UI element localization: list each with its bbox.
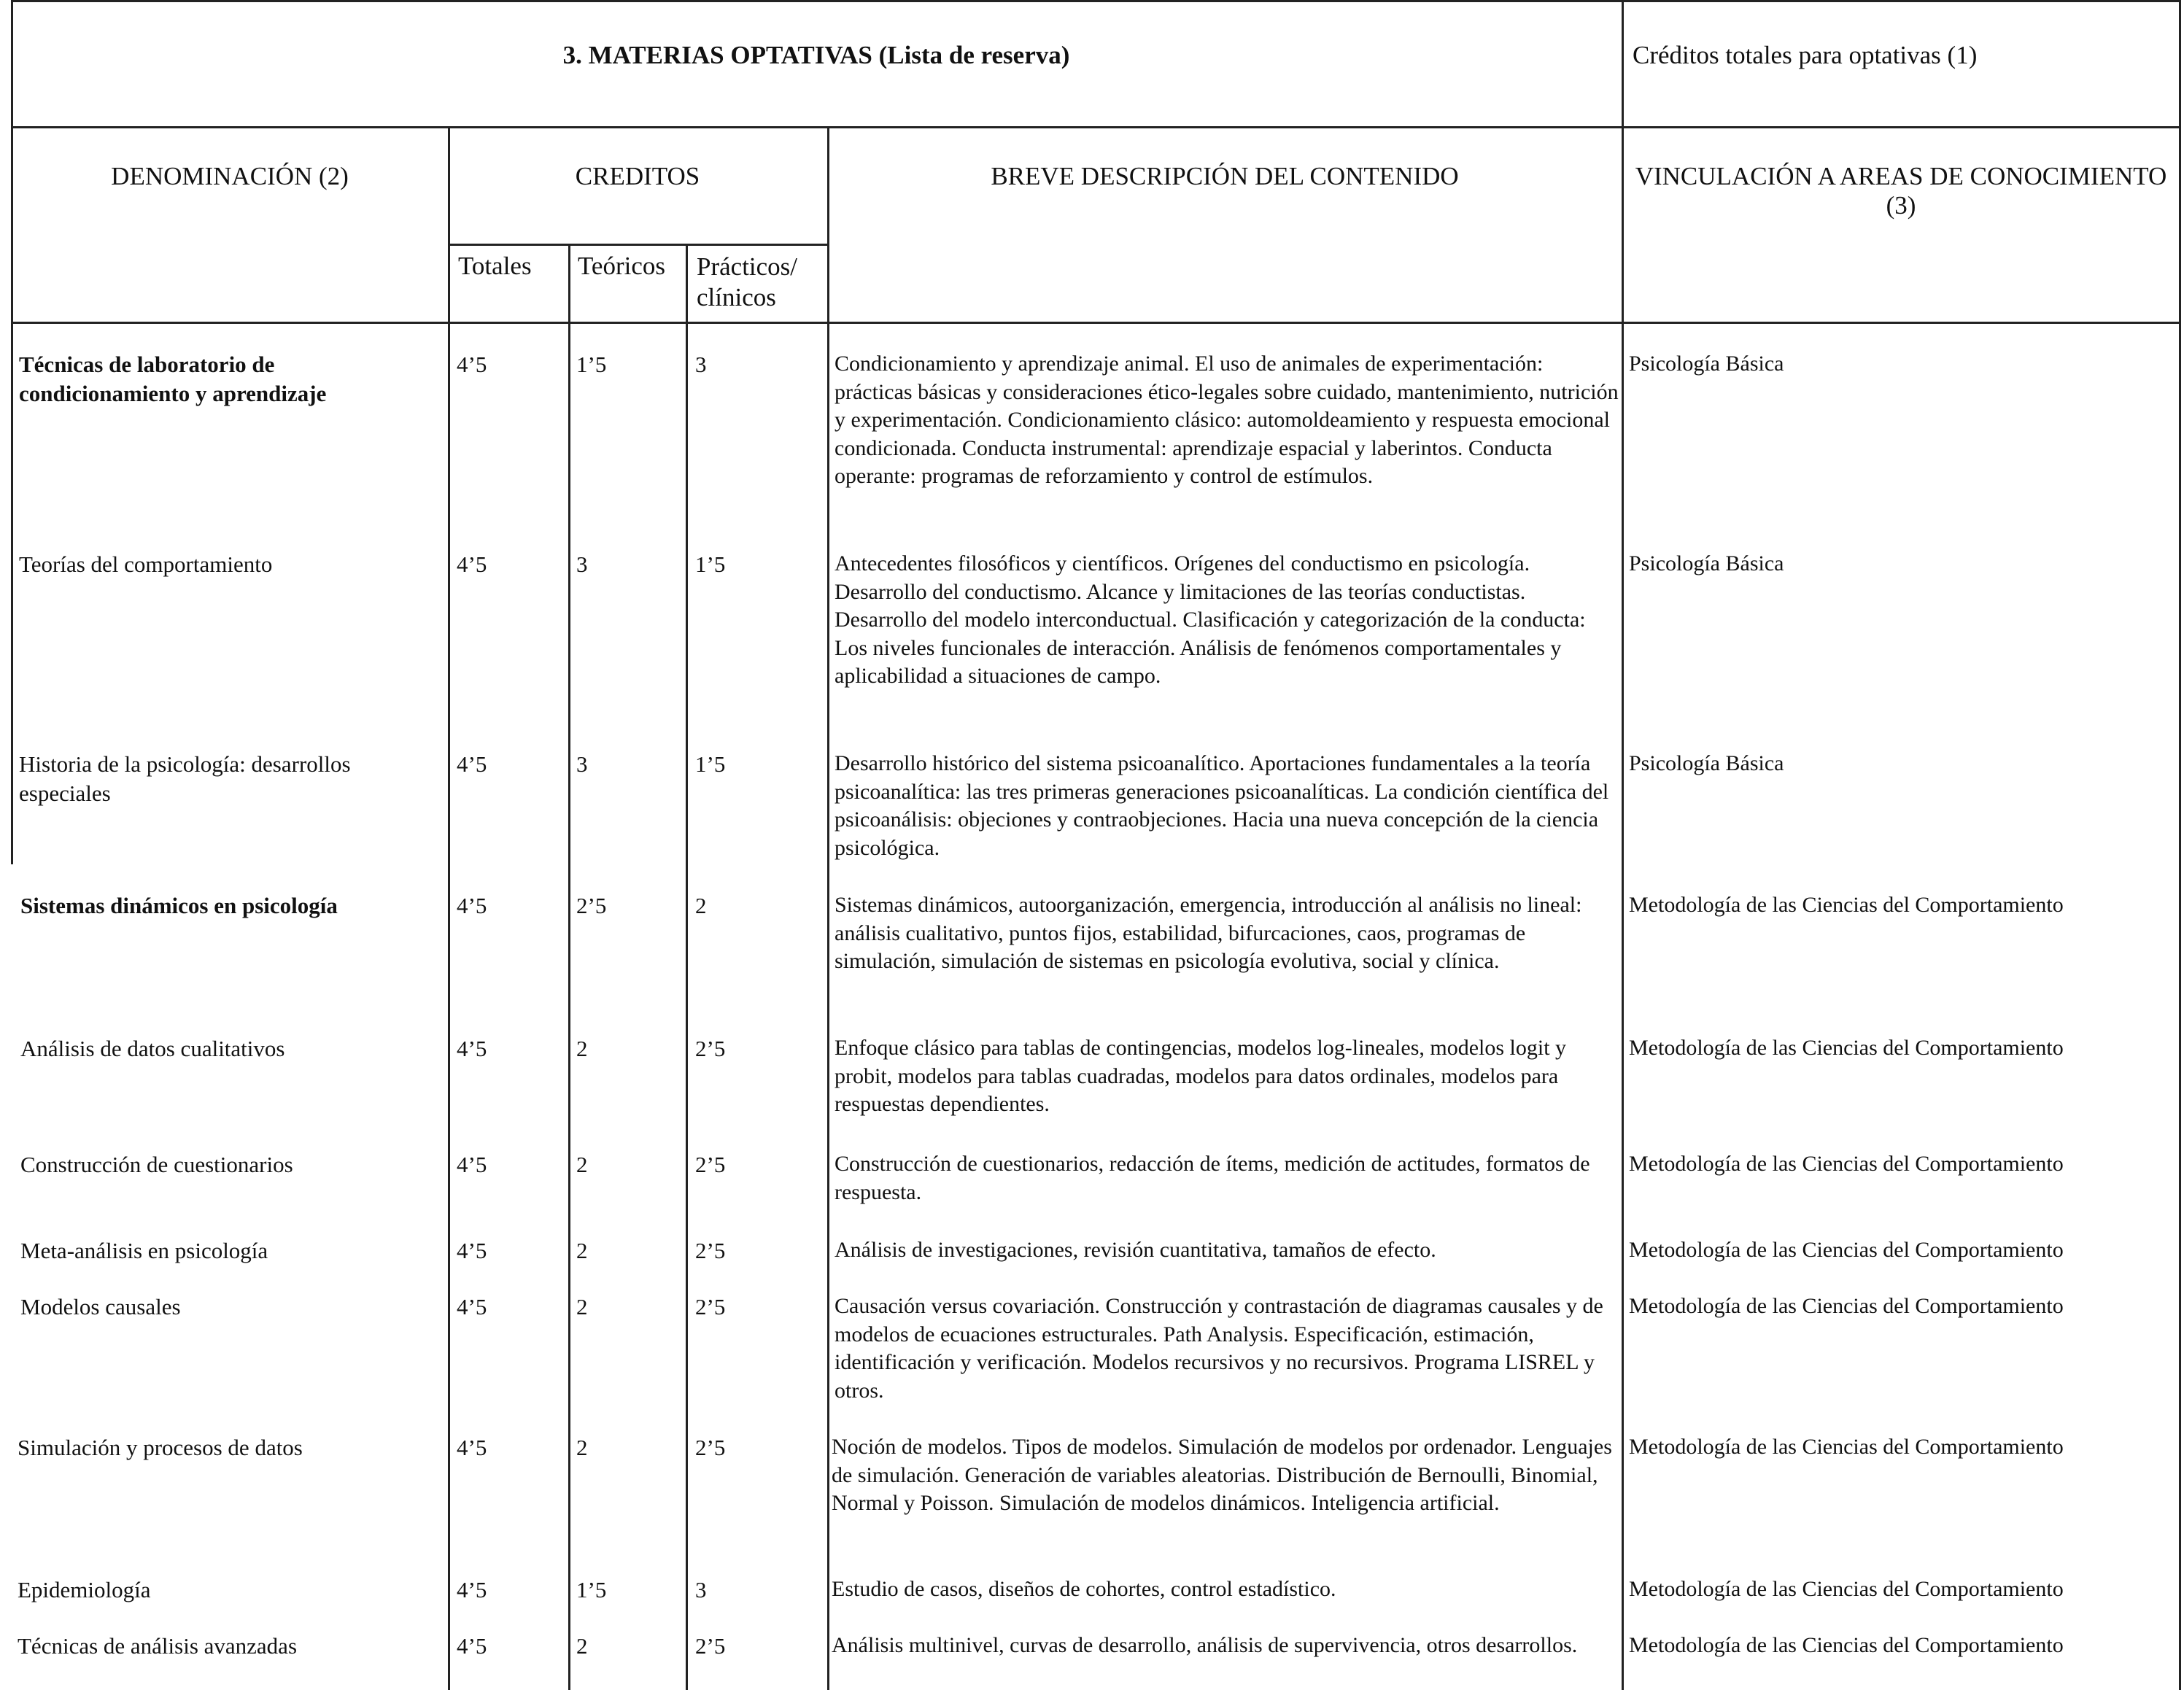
subject-description: Antecedentes filosóficos y científicos. Orígenes del conductismo en psicología. Desarrollo del conductismo. Alcance y limitaciones de las teorías conductistas. Desarrollo del modelo interconductual. Clasificación y categorización de la conducta: Los niveles funcionales de interacción. Análisis de fenómenos comportamentales y aplicabilidad a situaciones de campo.: [835, 551, 1586, 688]
subject-area: Metodología de las Ciencias del Comportamiento: [1629, 1294, 2064, 1318]
credits-totales: 4’5: [457, 751, 487, 777]
credits-teoricos: 2: [576, 1036, 588, 1061]
subject-description: Análisis multinivel, curvas de desarrollo, análisis de supervivencia, otros desarrollos.: [832, 1633, 1578, 1657]
col-header-vinculacion: VINCULACIÓN A AREAS DE CONOCIMIENTO (3): [1635, 162, 2167, 220]
credits-practicos: 2’5: [695, 1238, 726, 1263]
subject-area: Metodología de las Ciencias del Comportamiento: [1629, 1577, 2064, 1601]
credits-teoricos: 3: [576, 551, 588, 577]
subject-description: Causación versus covariación. Construcción y contrastación de diagramas causales y de modelos de ecuaciones estructurales. Path Analysis. Especificación, estimación, identificación y verificación. Modelos recursivos y no recursivos. Programa LISREL y otros.: [835, 1294, 1603, 1403]
section-title: 3. MATERIAS OPTATIVAS (Lista de reserva): [562, 41, 1070, 69]
col-divider-name: [448, 127, 450, 1690]
credits-practicos: 1’5: [695, 751, 726, 777]
subject-description: Noción de modelos. Tipos de modelos. Simulación de modelos por ordenador. Lenguajes de simulación. Generación de variables aleatorias. Distribución de Bernoulli, Binomial, Normal y Poisson. Simulación de modelos dinámicos. Inteligencia artificial.: [832, 1435, 1612, 1515]
credits-totales: 4’5: [457, 551, 487, 577]
subject-name: Meta-análisis en psicología: [20, 1238, 268, 1263]
credits-practicos: 2’5: [695, 1633, 726, 1659]
credits-totales: 4’5: [457, 893, 487, 918]
credits-teoricos: 2’5: [576, 893, 607, 918]
subject-area: Metodología de las Ciencias del Comportamiento: [1629, 1238, 2064, 1262]
credits-practicos: 2: [695, 893, 707, 918]
col-header-descripcion: BREVE DESCRIPCIÓN DEL CONTENIDO: [991, 162, 1459, 190]
credits-practicos: 2’5: [695, 1435, 726, 1460]
title-bottom-border: [11, 126, 2181, 128]
credits-totales: 4’5: [457, 352, 487, 377]
credits-practicos: 1’5: [695, 551, 726, 577]
subject-name: Técnicas de laboratorio de condicionamiento y aprendizaje: [19, 352, 327, 406]
col-divider-teoricos: [686, 244, 688, 1690]
credits-practicos: 2’5: [695, 1294, 726, 1319]
subject-area: Psicología Básica: [1629, 352, 1784, 376]
credits-teoricos: 2: [576, 1435, 588, 1460]
subject-name: Construcción de cuestionarios: [20, 1152, 293, 1177]
subject-description: Enfoque clásico para tablas de contingencias, modelos log-lineales, modelos logit y probit, modelos para tablas cuadradas, modelos para datos ordinales, modelos para respuestas dependientes.: [835, 1036, 1567, 1116]
credits-teoricos: 2: [576, 1152, 588, 1177]
credits-practicos: 2’5: [695, 1152, 726, 1177]
subject-area: Metodología de las Ciencias del Comportamiento: [1629, 893, 2064, 917]
credits-practicos: 2’5: [695, 1036, 726, 1061]
right-border: [2179, 0, 2181, 1690]
credits-teoricos: 3: [576, 751, 588, 777]
subject-name: Análisis de datos cualitativos: [20, 1036, 285, 1061]
credits-totales: 4’5: [457, 1036, 487, 1061]
col-header-creditos: CREDITOS: [575, 162, 700, 190]
credits-practicos: 3: [695, 1577, 707, 1602]
col-divider-practicos: [827, 127, 829, 1690]
col-header-practicos: Prácticos/ clínicos: [697, 252, 798, 311]
left-border: [11, 0, 13, 864]
col-divider-totales: [568, 244, 570, 1690]
subject-name: Historia de la psicología: desarrollos especiales: [19, 751, 351, 806]
header-bottom-border: [11, 322, 2181, 324]
credits-totales: 4’5: [457, 1152, 487, 1177]
subject-area: Psicología Básica: [1629, 551, 1784, 575]
subject-area: Metodología de las Ciencias del Comportamiento: [1629, 1633, 2064, 1657]
subject-description: Construcción de cuestionarios, redacción de ítems, medición de actitudes, formatos de respuesta.: [835, 1152, 1590, 1204]
col-header-totales: Totales: [458, 252, 532, 280]
credits-teoricos: 2: [576, 1633, 588, 1659]
credits-practicos: 3: [695, 352, 707, 377]
subject-description: Desarrollo histórico del sistema psicoanalítico. Aportaciones fundamentales a la teoría psicoanalítica: las tres primeras generaciones psicoanalíticas. La condición científica del psicoanálisis: objeciones y contraobjeciones. Hacia una nueva concepción de la ciencia psicológica.: [835, 751, 1609, 860]
credits-totales: 4’5: [457, 1633, 487, 1659]
credits-teoricos: 2: [576, 1294, 588, 1319]
credits-total-label: Créditos totales para optativas (1): [1633, 41, 1978, 69]
table-top-border: [11, 0, 2181, 2]
subject-name: Sistemas dinámicos en psicología: [20, 893, 338, 918]
credits-totales: 4’5: [457, 1238, 487, 1263]
subject-area: Psicología Básica: [1629, 751, 1784, 775]
subject-name: Teorías del comportamiento: [19, 551, 273, 577]
col-header-denominacion: DENOMINACIÓN (2): [111, 162, 349, 190]
creditos-sub-border: [448, 244, 827, 246]
credits-totales: 4’5: [457, 1577, 487, 1602]
col-header-teoricos: Teóricos: [578, 252, 666, 280]
credits-totales: 4’5: [457, 1435, 487, 1460]
subject-name: Modelos causales: [20, 1294, 181, 1319]
subject-name: Simulación y procesos de datos: [18, 1435, 303, 1460]
subject-name: Técnicas de análisis avanzadas: [18, 1633, 298, 1659]
subject-area: Metodología de las Ciencias del Comportamiento: [1629, 1152, 2064, 1176]
credits-totales: 4’5: [457, 1294, 487, 1319]
col-divider-description: [1622, 0, 1624, 1690]
subject-description: Análisis de investigaciones, revisión cuantitativa, tamaños de efecto.: [835, 1238, 1436, 1262]
subject-description: Condicionamiento y aprendizaje animal. El uso de animales de experimentación: prácticas básicas y consideraciones ético-legales sobre cuidado, mantenimiento, nutrición y experimentación. Condicionamiento clásico: automoldeamiento y respuesta emocional condicionada. Conducta instrumental: aprendizaje espacial y laberintos. Conducta operante: programas de reforzamiento y control de estímulos.: [835, 352, 1619, 488]
credits-teoricos: 1’5: [576, 352, 607, 377]
credits-teoricos: 2: [576, 1238, 588, 1263]
subject-description: Estudio de casos, diseños de cohortes, control estadístico.: [832, 1577, 1336, 1601]
subject-area: Metodología de las Ciencias del Comportamiento: [1629, 1435, 2064, 1459]
subject-name: Epidemiología: [18, 1577, 151, 1602]
subject-area: Metodología de las Ciencias del Comportamiento: [1629, 1036, 2064, 1060]
credits-teoricos: 1’5: [576, 1577, 607, 1602]
subject-description: Sistemas dinámicos, autoorganización, emergencia, introducción al análisis no lineal: análisis cualitativo, puntos fijos, estabilidad, bifurcaciones, caos, programas de simulación, simulación de sistemas en psicología evolutiva, social y clínica.: [835, 893, 1582, 973]
